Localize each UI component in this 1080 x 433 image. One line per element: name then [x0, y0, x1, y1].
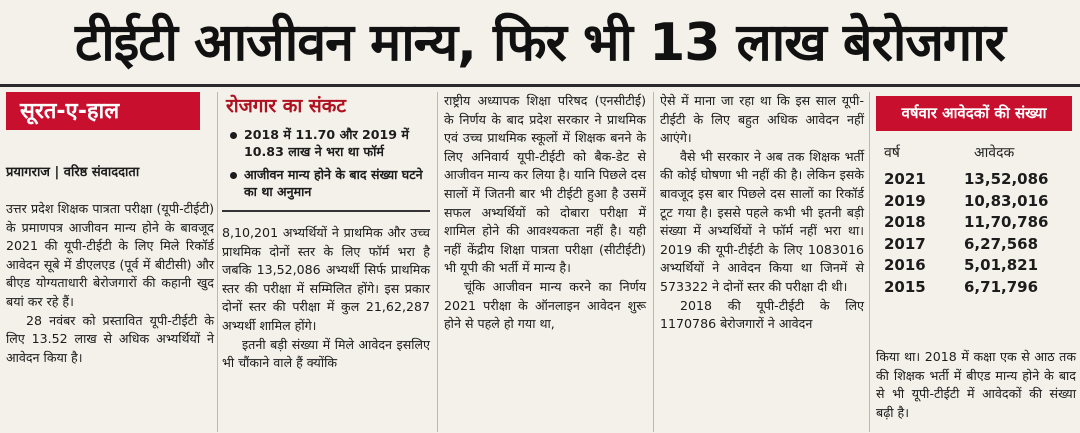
table-row: [876, 256, 1072, 278]
column-3: [444, 92, 646, 334]
column-divider: [653, 92, 654, 432]
column-2: [222, 92, 430, 373]
headline: टीईटी आजीवन मान्य, फिर भी 13 लाख बेरोजगार: [75, 12, 1005, 73]
year-cell: 2017: [884, 234, 926, 253]
highlight-item: आजीवन मान्य होने के बाद संख्या घटने का था अनुमान: [228, 166, 430, 200]
article-paragraph: किया था। 2018 में कक्षा एक से आठ तक की शिक्षक भर्ती में बीएड मान्य होने के बाद से भी यूपी-टीईटी में आवेदकों की संख्या बढ़ी है।: [876, 349, 1076, 420]
section-tag: सूरत-ए-हाल: [6, 92, 200, 130]
headline-rule: [0, 84, 1080, 87]
year-cell: 2018: [884, 213, 926, 231]
table-row: [876, 235, 1072, 257]
section-rule: [222, 210, 430, 212]
count-cell: 6,71,796: [964, 277, 1039, 296]
count-cell: 6,27,568: [964, 234, 1039, 253]
article-paragraph: वैसे भी सरकार ने अब तक शिक्षक भर्ती की कोई घोषणा भी नहीं की है। लेकिन इसके बावजूद इस बार पिछले दस सालों का रिकॉर्ड टूट गया है। इससे पहले कभी भी इतनी बड़ी संख्या में अभ्यर्थियों ने फॉर्म नहीं भरा था। 2019 की यूपी-टीईटी के लिए 1083016 अभ्यर्थियों ने आवेदन किया था जिनमें से 573322 ने दोनों स्तर की परीक्षा दी थी।: [660, 148, 864, 294]
highlight-heading: रोजगार का संकट: [226, 95, 346, 117]
article-paragraph: 2018 की यूपी-टीईटी के लिए 1170786 बेरोजगारों ने आवेदन: [660, 297, 864, 332]
column-1: [6, 92, 214, 367]
count-cell: 13,52,086: [964, 170, 1049, 188]
header-applicants: आवेदक: [974, 145, 1015, 161]
highlight-list: [228, 126, 430, 200]
year-cell: 2021: [884, 170, 926, 188]
table-row: [876, 278, 1072, 300]
column-4: [660, 92, 864, 334]
article-paragraph: चूंकि आजीवन मान्य करने का निर्णय 2021 परीक्षा के ऑनलाइन आवेदन शुरू होने से पहले हो गया था,: [444, 278, 646, 332]
article-paragraph: 8,10,201 अभ्यर्थियों ने प्राथमिक और उच्च प्राथमिक दोनों स्तर के लिए फॉर्म भरा है जबकि 13,52,086 अभ्यर्थी सिर्फ प्राथमिक स्तर की परीक्षा में सम्मिलित होंगे। इस प्रकार दोनों स्तर की परीक्षा में कुल 21,62,287 अभ्यर्थी शामिल होंगे।: [222, 225, 430, 333]
table-row: [876, 170, 1072, 192]
table-title: वर्षवार आवेदकों की संख्या: [876, 96, 1072, 131]
year-cell: 2015: [884, 277, 926, 296]
count-cell: 10,83,016: [964, 191, 1049, 210]
article-paragraph: राष्ट्रीय अध्यापक शिक्षा परिषद (एनसीटीई) के निर्णय के बाद प्रदेश सरकार ने प्राथमिक एवं उच्च प्राथमिक स्कूलों में शिक्षक बनने के लिए अनिवार्य यूपी-टीईटी को बैक-डेट से आजीवन मान्य कर लिया है। यानि पिछले दस सालों में जितनी बार भी टीईटी हुआ है उसमें सफल अभ्यर्थियों को दोबारा परीक्षा में शामिल होने की आवश्यकता नहीं है। यही नहीं केंद्रीय शिक्षा पात्रता परीक्षा (सीटीईटी) भी यूपी की भर्ती में मान्य है।: [444, 93, 646, 276]
column-divider: [217, 92, 218, 432]
year-cell: 2019: [884, 191, 926, 210]
table-row: [876, 192, 1072, 214]
article-paragraph: 28 नवंबर को प्रस्तावित यूपी-टीईटी के लिए 13.52 लाख से अधिक अभ्यर्थियों ने आवेदन किया है।: [6, 312, 214, 365]
highlight-item: 2018 में 11.70 और 2019 में 10.83 लाख ने भरा था फॉर्म: [228, 126, 430, 160]
column-divider: [869, 92, 870, 432]
count-cell: 5,01,821: [964, 256, 1039, 274]
article-paragraph: ऐसे में माना जा रहा था कि इस साल यूपी-टीईटी के लिए बहुत अधिक आवेदन नहीं आएंगे।: [660, 93, 864, 146]
applicants-table: [876, 96, 1072, 299]
header-year: वर्ष: [884, 145, 900, 161]
table-row: [876, 213, 1072, 235]
article-paragraph: इतनी बड़ी संख्या में मिले आवेदन इसलिए भी चौंकाने वाले हैं क्योंकि: [222, 336, 430, 371]
byline: प्रयागराज | वरिष्ठ संवाददाता: [6, 165, 140, 180]
table-header: [876, 143, 1072, 162]
article-paragraph: उत्तर प्रदेश शिक्षक पात्रता परीक्षा (यूपी-टीईटी) के प्रमाणपत्र आजीवन मान्य होने के बावजूद 2021 की यूपी-टीईटी के लिए मिले रिकॉर्ड आवेदन सूबे में डीएलएड (पूर्व में बीटीसी) और बीएड योग्यताधारी बेरोजगारों की कहानी खुद बयां कर रहे हैं।: [6, 201, 214, 309]
column-divider: [437, 92, 438, 432]
year-cell: 2016: [884, 256, 926, 274]
count-cell: 11,70,786: [964, 213, 1049, 231]
column-5: [876, 348, 1076, 422]
